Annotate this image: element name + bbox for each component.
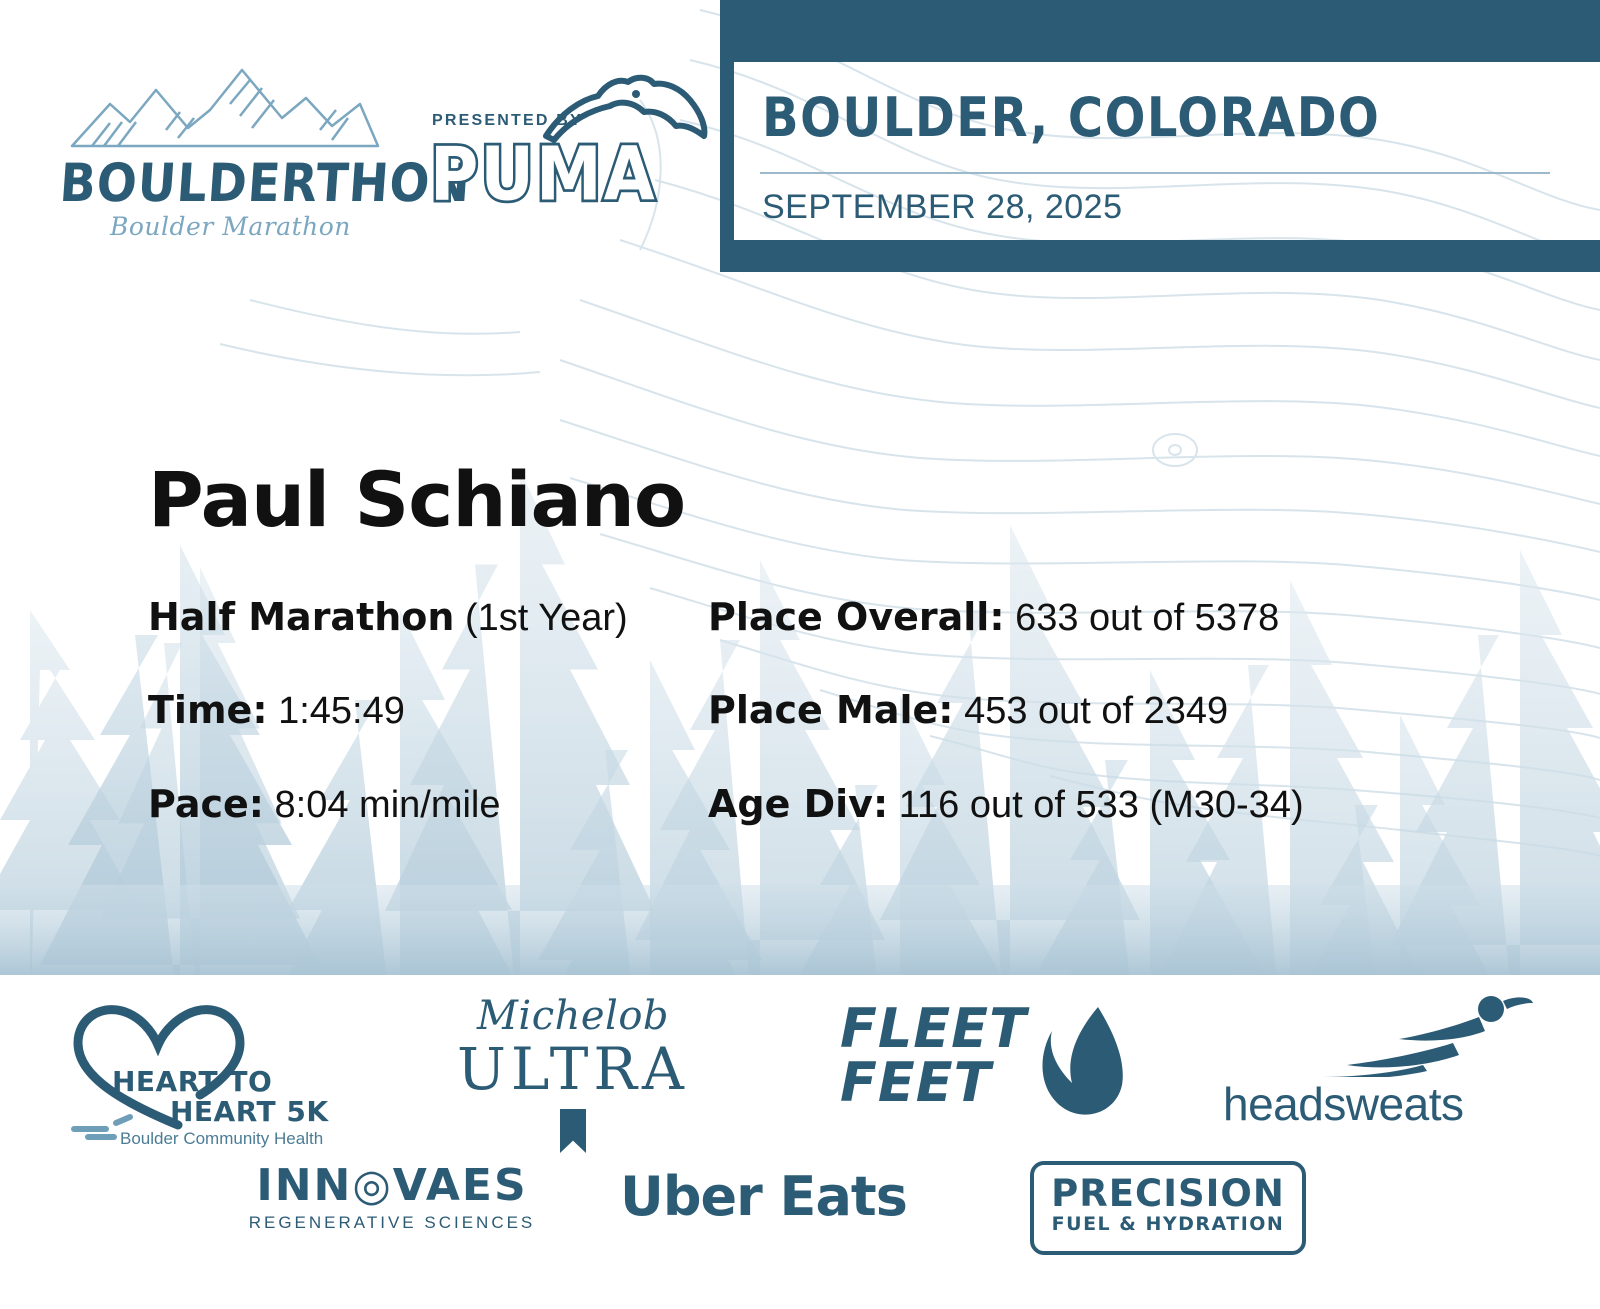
presented-by-label: PRESENTED BY	[432, 112, 583, 129]
sponsor-precision-fuel-hydration	[1030, 1161, 1306, 1255]
mountain-range-icon	[70, 60, 380, 160]
location-date-panel	[720, 0, 1600, 272]
event-date: SEPTEMBER 28, 2025	[762, 188, 1123, 226]
puma-sponsor-logo	[430, 90, 700, 230]
fleet-feet-flame-icon	[1036, 1003, 1126, 1123]
race-distance-stat	[148, 595, 628, 640]
sponsor-uber-eats	[620, 1165, 960, 1245]
brand-wordmark: BOULDERTHON	[57, 152, 473, 215]
place-overall-value: 633 out of 5378	[1015, 597, 1280, 639]
michelob-top-word: Michelob	[476, 993, 670, 1039]
place-overall-stat	[708, 595, 1279, 640]
sponsor-innovaes	[242, 1160, 542, 1260]
place-overall-label: Place Overall:	[708, 595, 1005, 639]
sponsor-fleet-feet	[840, 997, 1130, 1133]
heart-to-heart-line1: HEART TO	[112, 1065, 273, 1098]
fleet-feet-line1: FLEET	[840, 997, 1027, 1060]
innovaes-subtitle: REGENERATIVE SCIENCES	[248, 1213, 536, 1232]
fleet-feet-line2: FEET	[840, 1051, 992, 1114]
race-distance-label: Half Marathon	[148, 595, 455, 639]
event-location: BOULDER, COLORADO	[762, 86, 1381, 150]
sponsor-michelob-ultra	[448, 993, 698, 1163]
race-year-note: (1st Year)	[465, 597, 628, 639]
age-division-value: 116 out of 533 (M30-34)	[898, 784, 1304, 826]
age-division-stat	[708, 782, 1304, 827]
puma-wordmark: PUMA	[430, 131, 657, 218]
uber-eats-wordmark: Uber Eats	[620, 1165, 907, 1228]
runner-name: Paul Schiano	[148, 455, 686, 544]
time-stat	[148, 688, 405, 733]
pace-value: 8:04 min/mile	[274, 784, 501, 826]
precision-line2: FUEL & HYDRATION	[1051, 1213, 1285, 1235]
panel-bar-top	[720, 0, 1600, 62]
place-male-value: 453 out of 2349	[964, 690, 1229, 732]
michelob-ribbon-icon	[560, 1109, 586, 1153]
time-value: 1:45:49	[278, 690, 405, 732]
heart-to-heart-line2: HEART 5K	[170, 1095, 329, 1128]
headsweats-wordmark: headsweats	[1223, 1078, 1464, 1130]
brand-subtitle: Boulder Marathon	[110, 212, 351, 241]
boulderthon-logo	[57, 60, 473, 250]
pace-label: Pace:	[148, 782, 264, 826]
pace-stat	[148, 782, 501, 827]
panel-bar-left	[720, 0, 734, 272]
place-male-label: Place Male:	[708, 688, 954, 732]
heart-to-heart-subtitle: Boulder Community Health	[120, 1129, 324, 1148]
headsweats-runner-icon	[1303, 991, 1533, 1077]
sponsor-headsweats	[1215, 995, 1535, 1135]
sponsor-heart-to-heart-5k	[60, 997, 350, 1147]
sponsor-band	[0, 975, 1600, 1309]
time-label: Time:	[148, 688, 268, 732]
innovaes-wordmark: INN◎VAES	[256, 1160, 528, 1211]
age-division-label: Age Div:	[708, 782, 889, 826]
michelob-bottom-word: ULTRA	[457, 1035, 689, 1103]
panel-bar-bottom	[720, 240, 1600, 272]
panel-divider	[760, 172, 1550, 174]
precision-line1: PRECISION	[1051, 1172, 1285, 1215]
place-male-stat	[708, 688, 1228, 733]
event-header	[0, 0, 1600, 285]
